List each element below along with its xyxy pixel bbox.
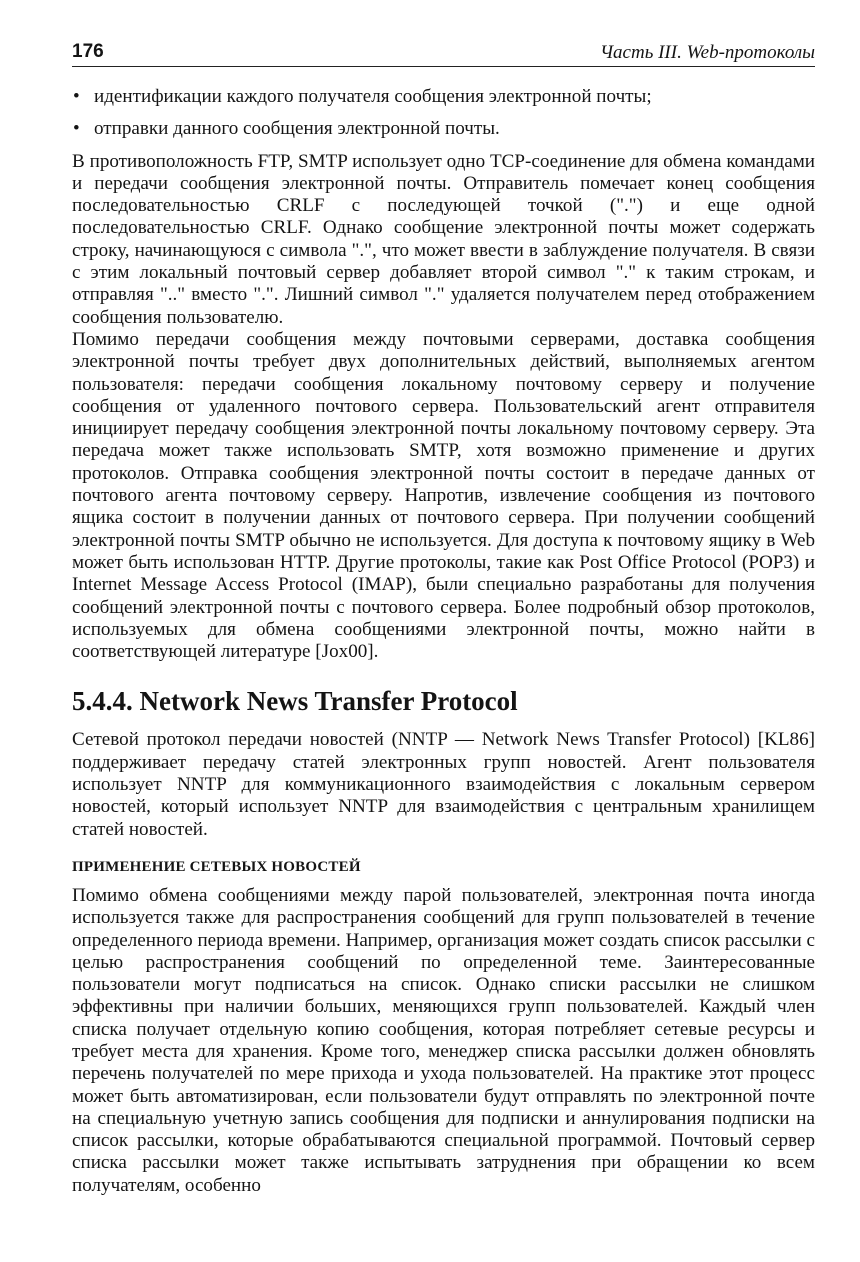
running-title: Часть III. Web-протоколы xyxy=(599,42,815,63)
paragraph: Помимо обмена сообщениями между парой пользователей, электронная почта иногда используется также для распространения сообщений для групп пользователей в течение определенного периода времени. Например, организация может создать список рассылки с целью распространения сообщений по определенной теме. Заинтересованные пользователи могут подписаться на список. Однако списки рассылки не слишком эффективны при наличии больших, меняющихся групп пользователей. Каждый член списка получает отдельную копию сообщения, которая потребляет сетевые ресурсы и требует места для хранения. Кроме того, менеджер списка рассылки должен обновлять перечень получателей по мере прихода и ухода пользователей. На практике этот процесс может быть автоматизирован, если пользователи будут отправлять по электронной почте на специальную учетную запись сообщения для подписки и аннулирования подписки на список рассылки, которые обрабатываются специальной программой. Почтовый сервер списка рассылки может также испытывать затруднения при обращении ко всем получателям, особенно xyxy=(72,884,815,1196)
bullet-text: идентификации каждого получателя сообщения электронной почты; xyxy=(94,86,652,107)
bullet-text: отправки данного сообщения электронной почты. xyxy=(94,118,500,140)
bullet-icon: • xyxy=(73,86,80,107)
bullet-icon: • xyxy=(73,118,80,140)
running-header xyxy=(72,40,815,67)
page-number: 176 xyxy=(72,41,104,62)
paragraph: Помимо передачи сообщения между почтовыми серверами, доставка сообщения электронной почты требует двух дополнительных действий, выполняемых агентом пользователя: передачи сообщения локальному почтовому серверу и получение сообщения от удаленного почтового сервера. Пользовательский агент отправителя инициирует передачу сообщения электронной почты локальному почтовому серверу. Эта передача может также использовать SMTP, хотя возможно применение и других протоколов. Отправка сообщения электронной почты состоит в передаче данных от почтового агента почтовому серверу. Напротив, извлечение сообщения из почтового ящика состоит в получении данных от почтового сервера. При получении сообщений электронной почты SMTP обычно не используется. Для доступа к почтовому ящику в Web может быть использован HTTP. Другие протоколы, такие как Post Office Protocol (POP3) и Internet Message Access Protocol (IMAP), были специально разработаны для получения сообщений электронной почты с почтового сервера. Более подробный обзор протоколов, используемых для обмена сообщениями электронной почты, можно найти в соответствующей литературе [Jox00]. xyxy=(72,328,815,663)
body-text-block-2 xyxy=(72,729,815,840)
subsection-heading: ПРИМЕНЕНИЕ СЕТЕВЫХ НОВОСТЕЙ xyxy=(72,858,361,875)
body-text-block-1 xyxy=(72,151,815,664)
bullet-item xyxy=(72,118,815,140)
paragraph: В противоположность FTP, SMTP использует одно TCP-соединение для обмена командами и передачи сообщения электронной почты. Отправитель помечает конец сообщения последовательностью CRLF с последующей точкой (".") и еще одной последовательностью CRLF. Однако сообщение электронной почты может содержать строку, начинающуюся с символа ".", что может ввести в заблуждение получателя. В связи с этим локальный почтовый сервер добавляет второй символ "." к таким строкам, и отправляя ".." вместо ".". Лишний символ "." удаляется получателем перед отображением сообщения пользователю. xyxy=(72,150,815,328)
paragraph: Сетевой протокол передачи новостей (NNTP — Network News Transfer Protocol) [KL86] поддерживает передачу статей электронных групп новостей. Агент пользователя использует NNTP для коммуникационного взаимодействия с локальным сервером новостей, который использует NNTP для взаимодействия с центральным хранилищем статей новостей. xyxy=(72,729,815,840)
bullet-item xyxy=(72,86,815,108)
body-text-block-3 xyxy=(72,885,815,1197)
section-heading: 5.4.4. Network News Transfer Protocol xyxy=(72,686,518,717)
bullet-list xyxy=(72,86,815,141)
book-page xyxy=(72,40,815,1197)
